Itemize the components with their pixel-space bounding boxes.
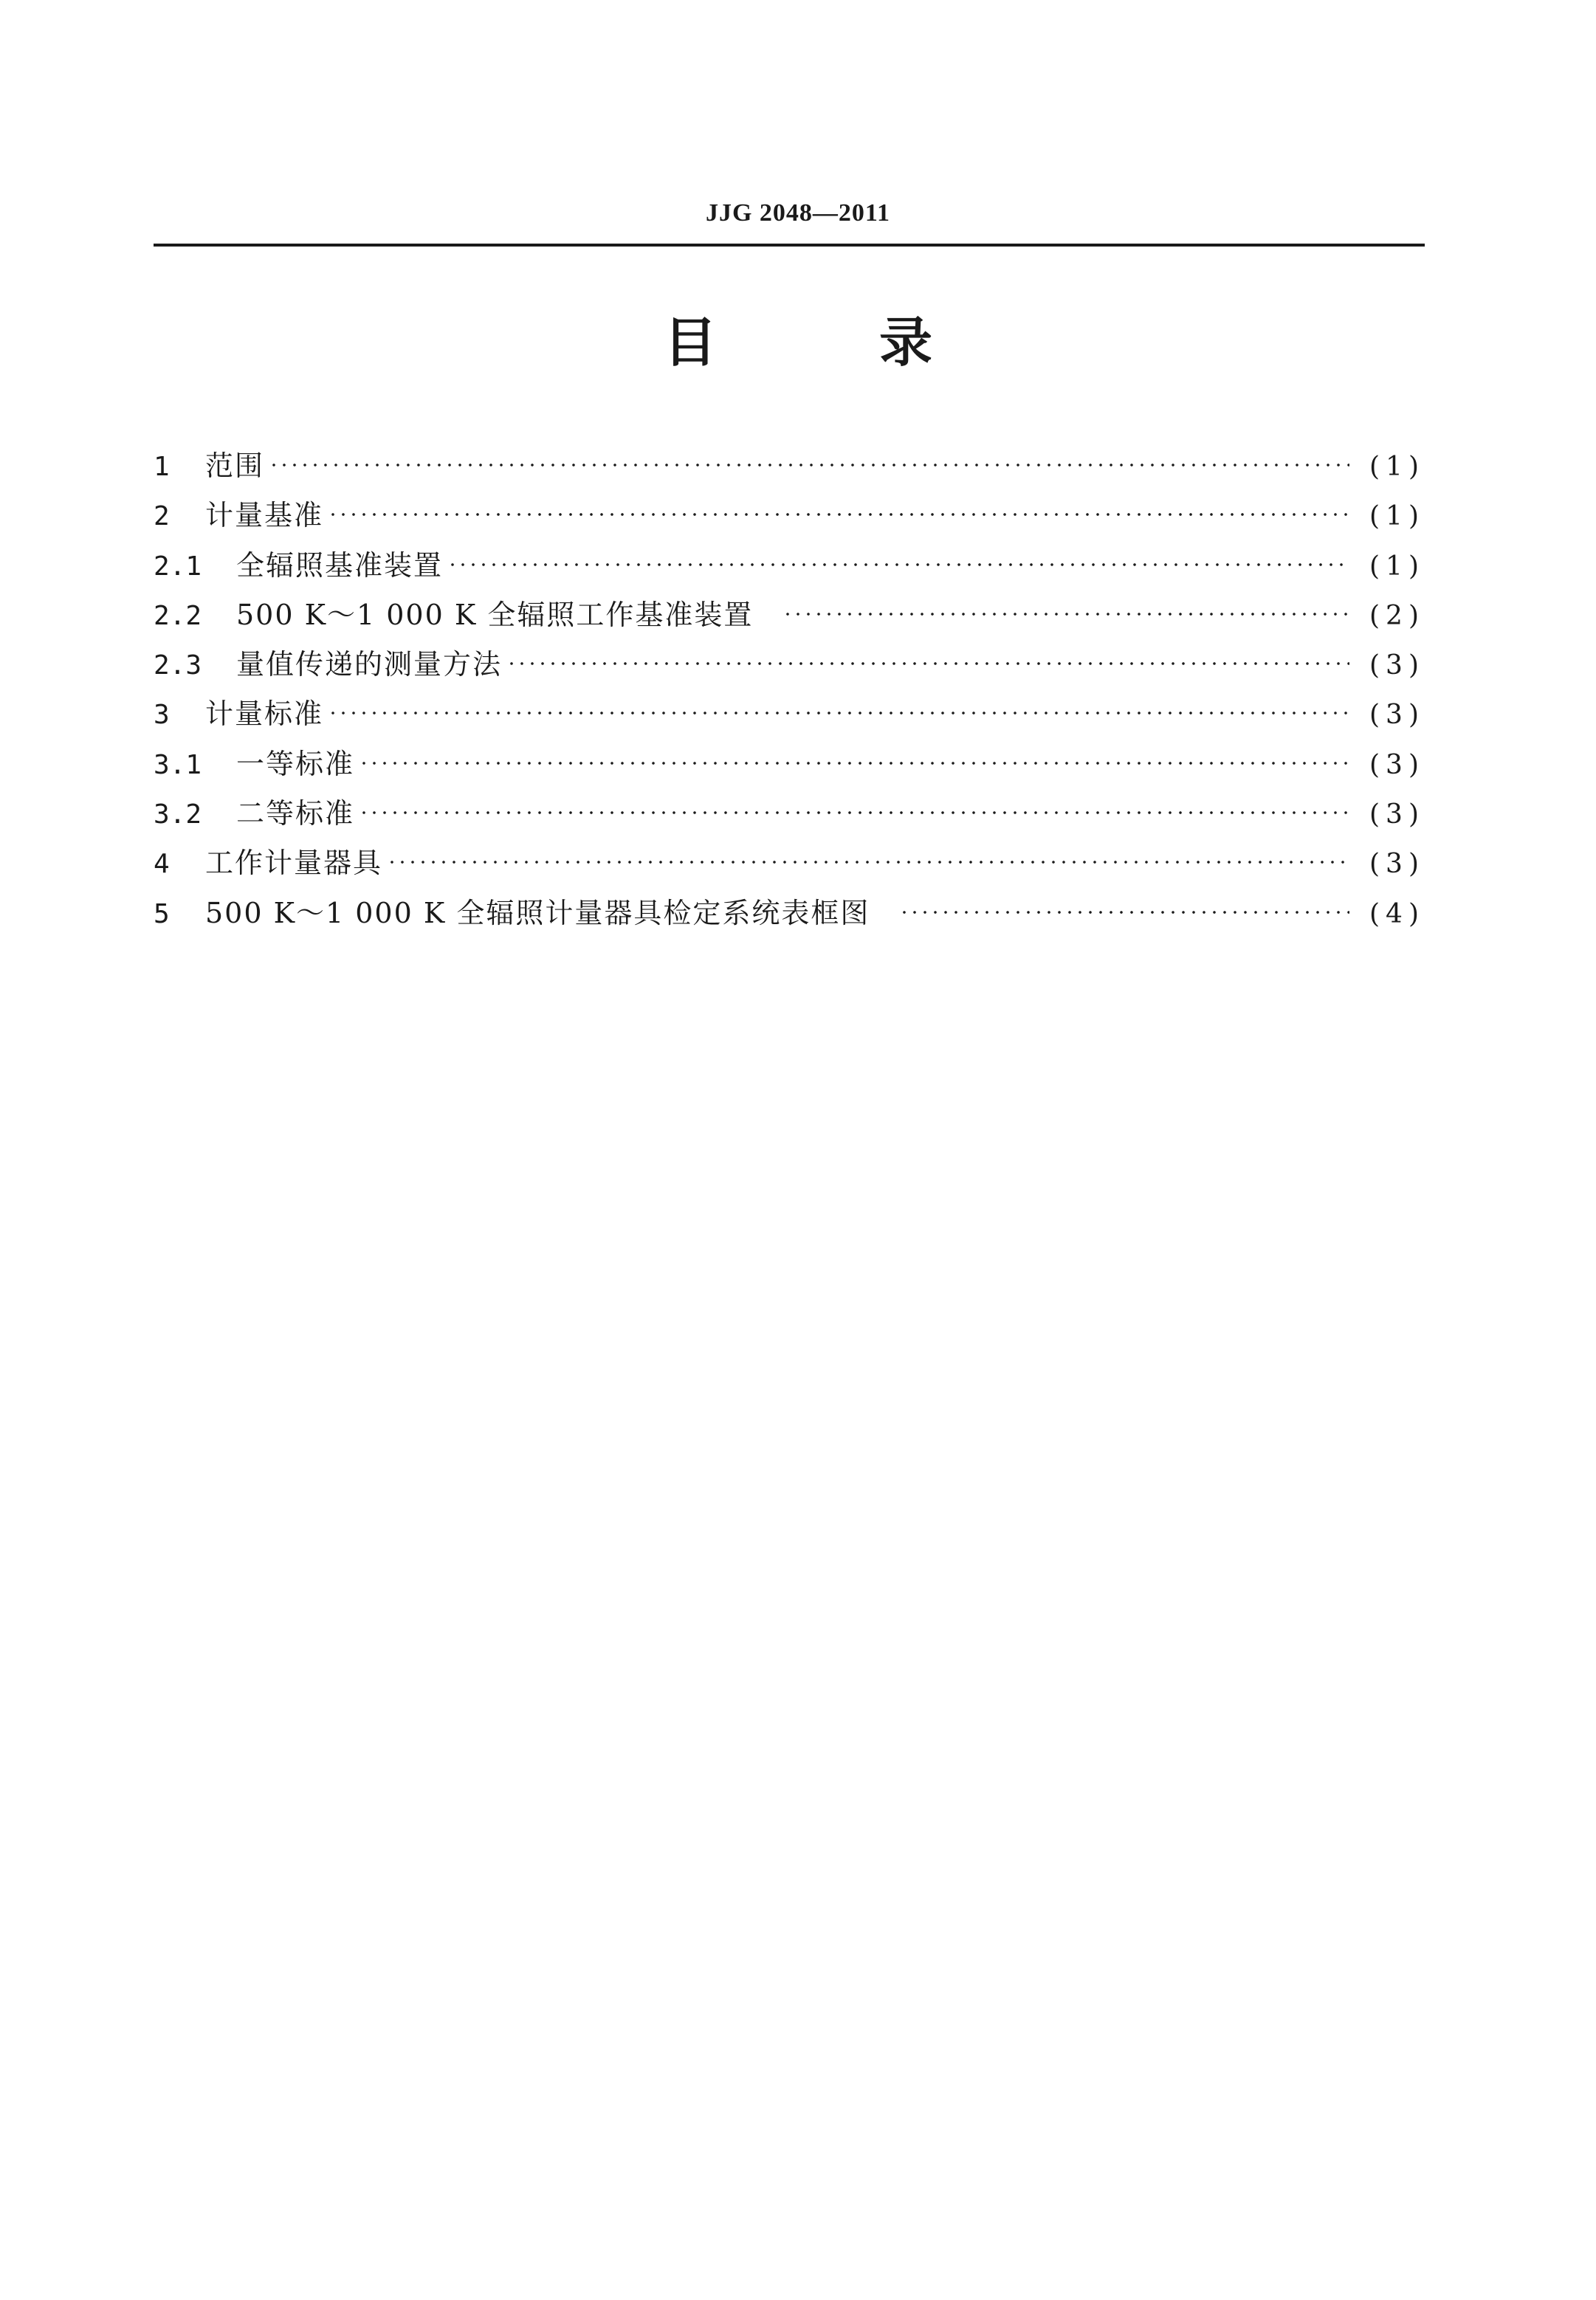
toc-entry-page: (1) [1369, 501, 1425, 532]
toc-entry-title: 一等标准 [236, 747, 355, 780]
toc-entry[interactable] [154, 588, 1425, 637]
toc-leader-dots [328, 686, 1349, 723]
header-rule [154, 244, 1425, 247]
toc-leader-dots [359, 786, 1349, 823]
toc-entry[interactable] [154, 637, 1425, 686]
toc-entry[interactable] [154, 836, 1425, 885]
toc-entry-title: 量值传递的测量方法 [236, 648, 503, 681]
toc-entry-title: 全辐照基准装置 [236, 548, 444, 582]
toc-entry-number: 2.3 [154, 650, 202, 681]
toc-leader-dots [359, 737, 1349, 774]
toc-entry-title: 500 K～1 000 K 全辐照计量器具检定系统表框图 [205, 896, 870, 929]
toc-entry-title: 计量基准 [205, 499, 324, 532]
toc-entry-page: (1) [1369, 452, 1425, 482]
toc-entry-number: 2.1 [154, 551, 202, 582]
standard-code: JJG 2048—2011 [705, 199, 891, 227]
toc-entry-number: 3 [154, 700, 170, 731]
toc-leader-dots [447, 538, 1349, 575]
toc-entry-title: 工作计量器具 [205, 847, 383, 880]
toc-entry-page: (1) [1369, 551, 1425, 582]
toc-entry-page: (3) [1369, 849, 1425, 880]
toc-leader-dots [899, 886, 1349, 923]
toc-leader-dots [328, 488, 1349, 525]
toc-entry-number: 2.2 [154, 600, 202, 631]
table-of-contents [154, 438, 1425, 935]
toc-entry-page: (3) [1369, 799, 1425, 830]
toc-title-char-2: 录 [879, 311, 933, 373]
toc-entry[interactable] [154, 538, 1425, 588]
toc-entry-number: 3.1 [154, 749, 202, 780]
toc-leader-dots [269, 438, 1349, 475]
toc-entry[interactable] [154, 438, 1425, 488]
toc-entry-title: 计量标准 [205, 698, 324, 731]
toc-entry-number: 4 [154, 849, 170, 880]
toc-entry-number: 2 [154, 501, 170, 532]
toc-entry[interactable] [154, 886, 1425, 935]
toc-entry[interactable] [154, 786, 1425, 836]
toc-title [0, 311, 1596, 373]
toc-entry-page: (4) [1369, 898, 1425, 929]
toc-title-char-1: 目 [663, 311, 717, 373]
toc-entry[interactable] [154, 686, 1425, 736]
toc-leader-dots [387, 836, 1349, 872]
toc-entry-page: (3) [1369, 700, 1425, 731]
toc-leader-dots [782, 588, 1349, 624]
toc-entry-page: (3) [1369, 650, 1425, 681]
toc-entry-number: 1 [154, 452, 170, 482]
toc-entry-number: 5 [154, 898, 170, 929]
toc-entry-number: 3.2 [154, 799, 202, 830]
toc-leader-dots [506, 637, 1349, 674]
toc-entry[interactable] [154, 737, 1425, 786]
toc-entry-title: 500 K～1 000 K 全辐照工作基准装置 [236, 598, 754, 631]
toc-entry-page: (2) [1369, 600, 1425, 631]
toc-entry[interactable] [154, 488, 1425, 537]
toc-entry-title: 范围 [205, 450, 265, 482]
toc-entry-title: 二等标准 [236, 797, 355, 830]
toc-entry-page: (3) [1369, 749, 1425, 780]
